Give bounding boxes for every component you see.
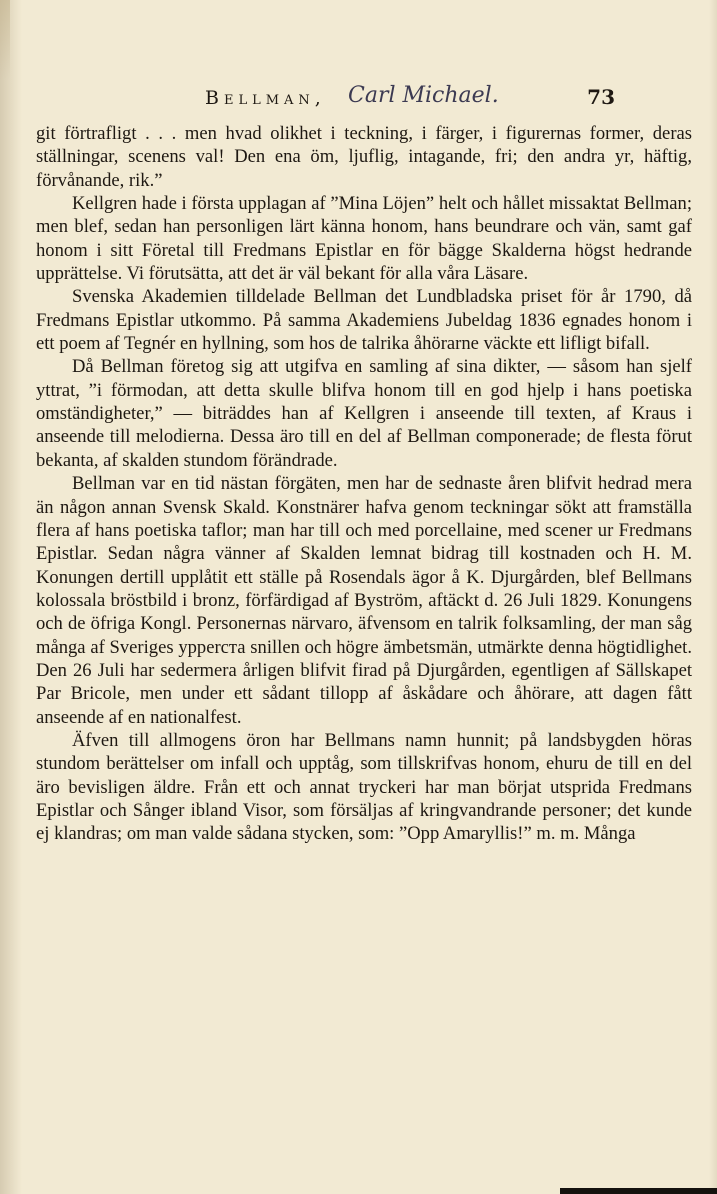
paragraph: Kellgren hade i första upplagan af ”Mina Löjen” helt och hållet missaktat Bellman; men blef, sedan han personligen lärt känna honom, hans beundrare och vän, samt gaf honom i sitt Företal till Fredmans Epistlar en för bägge Skalderna högst hedrande upprättelse. Vi förutsätta, att det är väl bekant för alla våra Läsare. <box>36 193 692 285</box>
paragraph: Då Bellman företog sig att utgifva en samling af sina dikter, — såsom han sjelf yttrat, ”i förmodan, att detta skulle blifva honom till en god hjelp i hans poetiska omständigheter,” — biträddes han af Kellgren i anseende till texten, af Kraus i anseende till melodierna. Dessa äro till en del af Bellman componerade; de flesta förut bekanta, af skalden stundom förändrade. <box>36 356 692 471</box>
page-number: 73 <box>587 85 615 109</box>
body-text <box>36 122 692 846</box>
page-gutter-shadow <box>0 0 22 1194</box>
handwritten-annotation: Carl Michael. <box>348 83 499 108</box>
running-head: Bellman, <box>205 87 326 109</box>
paragraph: Bellman var en tid nästan förgäten, men har de sednaste åren blifvit hedrad mera än någon annan Svensk Skald. Konstnärer hafva genom teckningar sökt att framställa flera af hans poetiska taflor; man har till och med porcellaine, med scener ur Fredmans Epistlar. Sedan några vänner af Skalden lemnat bidrag till kostnaden och H. M. Konungen dertill upplåtit ett ställe på Rosendals ägor å K. Djurgården, blef Bellmans kolossala bröstbild i bronz, förfärdigad af Byström, aftäckt d. 26 Juli 1829. Konungens och de öfriga Kongl. Personernas närvaro, äfvensom en talrik folksamling, der man såg många af Sveriges ypperста snillen och högre ämbetsmän, utmärkte denna högtidlighet. Den 26 Juli har sedermera årligen blifvit firad på Djurgården, egentligen af Sällskapet Par Bricole, men under ett sådant tillopp af åskådare och åhörare, att dagen fått anseende af en nationalfest. <box>36 473 692 728</box>
paragraph: git förtrafligt . . . men hvad olikhet i teckning, i färger, i figurernas former, deras ställningar, scenens val! Den ena öm, ljuflig, intagande, fri; den andra yr, häftig, förvånande, rik.” <box>36 123 692 191</box>
paragraph: Svenska Akademien tilldelade Bellman det Lundbladska priset för år 1790, då Fredmans Epistlar utkommo. På samma Akademiens Jubeldag 1836 egnades honom i ett poem af Tegnér en hyllning, som hos de talrika åhörarne väckte ett lifligt bifall. <box>36 286 692 355</box>
paragraph: Äfven till allmogens öron har Bellmans namn hunnit; på landsbygden höras stundom berättelser om infall och upptåg, som tillskrifvas honom, ehuru de till en del äro bevisligen äldre. Från ett och annat tryckeri har man börjat utsprida Fredmans Epistlar och Sånger ibland Visor, som försäljas af kringvandrande personer; det kunde ej klandras; om man valde sådana stycken, som: ”Opp Amaryllis!” m. m. Många <box>36 729 692 845</box>
page-header <box>205 83 615 115</box>
page-edge-shadow <box>709 0 717 1194</box>
scan-edge-mark <box>560 1188 717 1194</box>
paper-stain <box>0 0 10 80</box>
